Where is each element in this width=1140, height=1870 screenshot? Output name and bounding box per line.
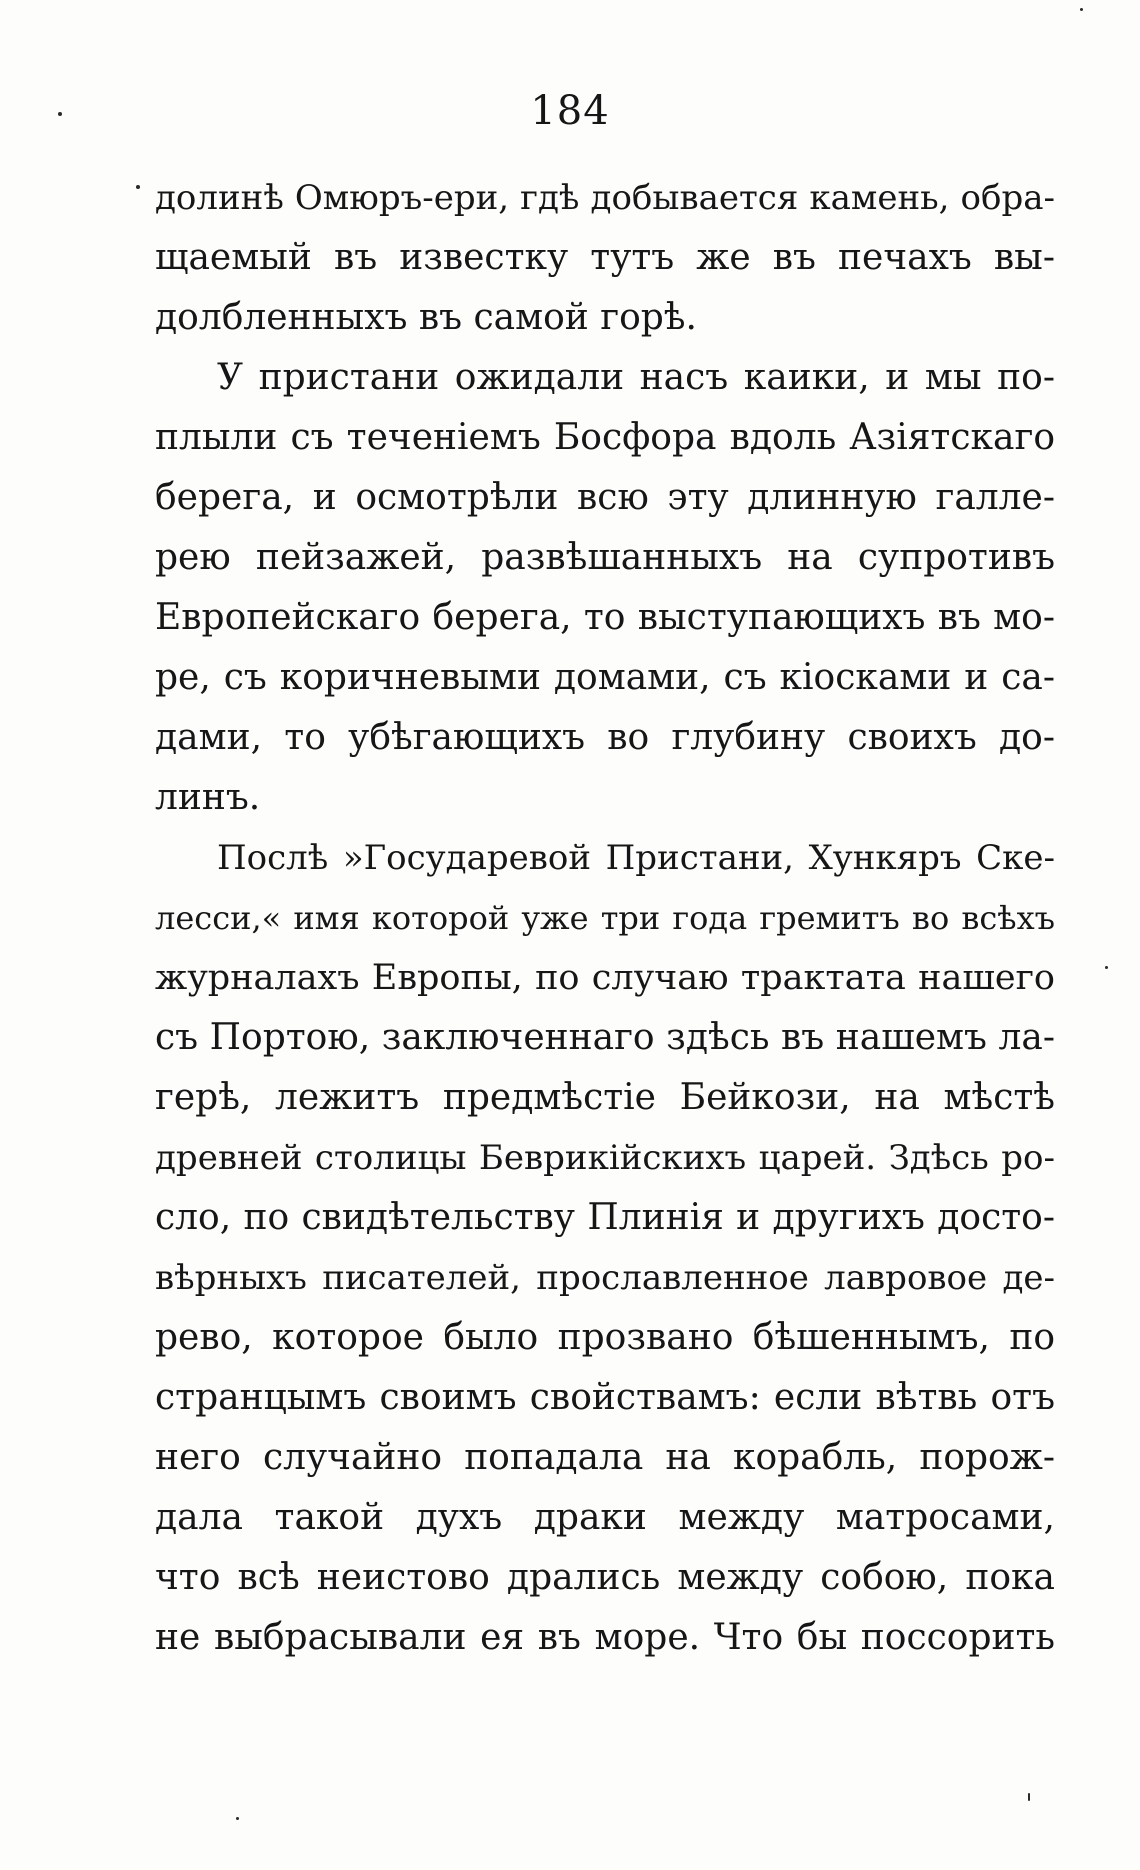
text-line: ре, съ коричневыми домами, съ кіосками и са- xyxy=(155,657,1055,698)
text-line: щаемый въ известку тутъ же въ печахъ вы- xyxy=(155,237,1055,278)
text-line: сло, по свидѣтельству Плинія и другихъ досто- xyxy=(155,1197,1055,1238)
text-line: что всѣ неистово дрались между собою, пока xyxy=(155,1557,1055,1598)
print-speck xyxy=(136,185,140,189)
text-line: Европейскаго берега, то выступающихъ въ мо- xyxy=(155,597,1055,638)
text-line: рево, которое было прозвано бѣшеннымъ, по xyxy=(155,1317,1055,1358)
text-line: линъ. xyxy=(155,777,261,818)
text-line: съ Портою, заключеннаго здѣсь въ нашемъ ла- xyxy=(155,1017,1055,1058)
paragraph-start-line: У пристани ожидали насъ каики, и мы по- xyxy=(217,357,1055,398)
print-speck xyxy=(58,112,62,116)
print-speck xyxy=(1105,966,1108,969)
text-line: долбленныхъ въ самой горѣ. xyxy=(155,297,697,338)
text-line: не выбрасывали ея въ море. Что бы поссорить xyxy=(155,1617,1055,1658)
text-line: дами, то убѣгающихъ во глубину своихъ до- xyxy=(155,717,1055,758)
text-line: плыли съ теченіемъ Босфора вдоль Азіятскаго xyxy=(155,417,1055,458)
text-line: вѣрныхъ писателей, прославленное лавровое де- xyxy=(155,1258,1055,1298)
text-line: лесси,« имя которой уже три года гремитъ во всѣхъ xyxy=(155,899,1055,937)
text-line: странцымъ своимъ свойствамъ: если вѣтвь отъ xyxy=(155,1377,1055,1418)
page-text xyxy=(155,168,1055,1668)
print-speck xyxy=(1028,1793,1030,1801)
text-line: берега, и осмотрѣли всю эту длинную галле- xyxy=(155,477,1055,518)
text-line: журналахъ Европы, по случаю трактата нашего xyxy=(155,958,1055,998)
text-line: дала такой духъ драки между матросами, xyxy=(155,1497,1055,1538)
text-line: древней столицы Беврикійскихъ царей. Здѣсь ро- xyxy=(155,1138,1055,1178)
print-speck xyxy=(236,1817,239,1820)
page-number: 184 xyxy=(530,88,610,134)
print-speck xyxy=(1080,8,1083,11)
text-line: долинѣ Омюръ-ери, гдѣ добывается камень, обра- xyxy=(155,178,1055,218)
text-line: него случайно попадала на корабль, порож- xyxy=(155,1437,1055,1478)
text-line: герѣ, лежитъ предмѣстіе Бейкози, на мѣстѣ xyxy=(155,1077,1055,1118)
text-line: рею пейзажей, развѣшанныхъ на супротивъ xyxy=(155,537,1055,578)
paragraph-start-line: Послѣ »Государевой Пристани, Хункяръ Ске- xyxy=(217,838,1055,878)
